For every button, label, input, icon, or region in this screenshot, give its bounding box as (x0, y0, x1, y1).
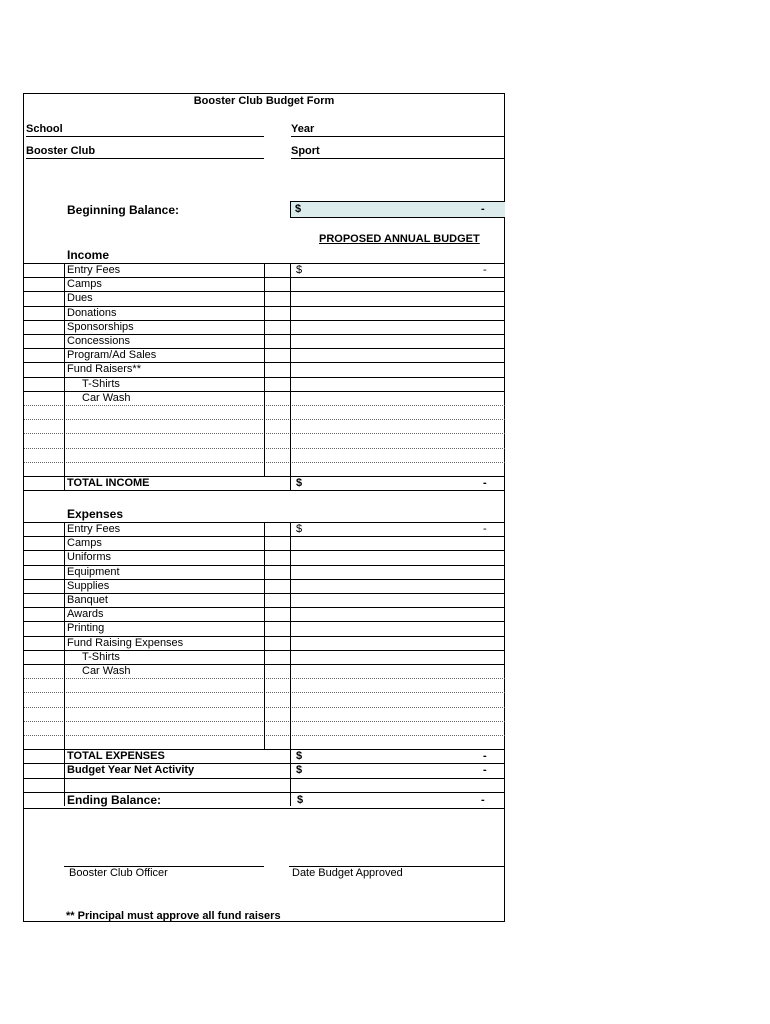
expense-amount-cell[interactable] (291, 721, 505, 735)
expense-amount-cell[interactable] (291, 707, 505, 721)
income-total-value: - (483, 477, 487, 489)
income-col-rule (64, 263, 65, 490)
expense-amount-cell[interactable] (291, 522, 505, 536)
income-item-label: Dues (67, 292, 93, 305)
income-heading: Income (67, 248, 110, 262)
income-total-label: TOTAL INCOME (67, 477, 150, 489)
expense-col-rule (290, 522, 291, 778)
income-first-value: - (483, 264, 487, 276)
year-field[interactable] (291, 136, 505, 137)
expense-first-value: - (483, 523, 487, 535)
income-amount-cell[interactable] (291, 462, 505, 476)
ending-balance-label: Ending Balance: (67, 792, 162, 807)
income-total-rule (24, 490, 505, 491)
beginning-balance-value: - (481, 203, 485, 215)
expense-amount-cell[interactable] (291, 579, 505, 593)
expense-item-label: Car Wash (82, 665, 131, 677)
income-amount-cell[interactable] (291, 419, 505, 433)
expenses-heading: Expenses (67, 507, 124, 521)
expense-item-label: Fund Raising Expenses (67, 636, 184, 649)
income-item-label: Program/Ad Sales (67, 349, 157, 362)
expense-first-currency: $ (296, 523, 303, 535)
footnote: ** Principal must approve all fund raisers (66, 910, 281, 922)
booster-club-field[interactable] (26, 158, 264, 159)
expense-total-currency: $ (296, 750, 303, 763)
income-amount-cell[interactable] (291, 448, 505, 462)
ending-bottom-rule (24, 808, 505, 809)
expense-item-label: Camps (67, 537, 102, 550)
beginning-balance-label: Beginning Balance: (67, 203, 180, 217)
income-item-label: Car Wash (82, 391, 131, 404)
expense-amount-cell[interactable] (291, 650, 505, 664)
beginning-balance-box[interactable] (290, 201, 505, 218)
expense-total-label: TOTAL EXPENSES (67, 750, 165, 763)
income-item-label: Concessions (67, 335, 130, 347)
expense-item-label: Equipment (67, 565, 120, 578)
expense-amount-cell[interactable] (291, 565, 505, 579)
expense-item-label: Entry Fees (67, 523, 121, 535)
expense-amount-cell[interactable] (291, 692, 505, 706)
expense-amount-cell[interactable] (291, 636, 505, 650)
income-amount-cell[interactable] (291, 277, 505, 291)
expense-amount-cell[interactable] (291, 735, 505, 749)
income-item-label: Entry Fees (67, 264, 121, 276)
sport-field[interactable] (291, 158, 505, 159)
expense-total-value: - (483, 764, 487, 777)
expense-col-rule (64, 522, 65, 778)
income-item-label: T-Shirts (82, 377, 120, 390)
expense-total-rule (24, 778, 505, 779)
expense-item-label: T-Shirts (82, 650, 120, 663)
expense-amount-cell[interactable] (291, 593, 505, 607)
expense-col-rule (264, 522, 265, 749)
expense-total-currency: $ (296, 764, 303, 777)
expense-item-label: Banquet (67, 594, 108, 606)
expense-amount-cell[interactable] (291, 678, 505, 692)
expense-amount-cell[interactable] (291, 607, 505, 621)
expense-item-label: Printing (67, 622, 105, 635)
proposed-budget-label: PROPOSED ANNUAL BUDGET (319, 233, 480, 245)
budget-form (23, 93, 505, 922)
year-label: Year (291, 123, 315, 135)
income-amount-cell[interactable] (291, 362, 505, 376)
income-amount-cell[interactable] (291, 263, 505, 277)
expense-amount-cell[interactable] (291, 550, 505, 564)
income-amount-cell[interactable] (291, 334, 505, 348)
income-amount-cell[interactable] (291, 348, 505, 362)
income-item-label: Fund Raisers** (67, 363, 141, 376)
expense-item-label: Supplies (67, 579, 110, 592)
income-amount-cell[interactable] (291, 377, 505, 391)
income-amount-cell[interactable] (291, 320, 505, 334)
income-item-label: Donations (67, 306, 117, 319)
beginning-balance-currency: $ (295, 203, 302, 215)
income-first-currency: $ (296, 264, 303, 276)
expense-item-label: Awards (67, 608, 104, 621)
income-item-label: Sponsorships (67, 320, 134, 333)
expense-amount-cell[interactable] (291, 664, 505, 678)
officer-label: Booster Club Officer (69, 867, 168, 879)
income-col-rule (264, 263, 265, 476)
income-amount-cell[interactable] (291, 391, 505, 405)
expense-total-label: Budget Year Net Activity (67, 764, 195, 777)
date-approved-label: Date Budget Approved (292, 867, 403, 879)
income-item-label: Camps (67, 278, 102, 291)
income-amount-cell[interactable] (291, 433, 505, 447)
ending-balance-value: - (481, 793, 485, 806)
income-col-rule (290, 263, 291, 490)
school-label: School (26, 123, 63, 135)
expense-amount-cell[interactable] (291, 536, 505, 550)
income-total-currency: $ (296, 477, 303, 489)
expense-amount-cell[interactable] (291, 621, 505, 635)
income-amount-cell[interactable] (291, 291, 505, 305)
form-title: Booster Club Budget Form (193, 95, 335, 107)
expense-item-label: Uniforms (67, 551, 112, 564)
income-amount-cell[interactable] (291, 405, 505, 419)
booster-club-label: Booster Club (26, 145, 96, 157)
expense-total-value: - (483, 750, 487, 763)
income-amount-cell[interactable] (291, 306, 505, 320)
school-field[interactable] (26, 136, 264, 137)
ending-balance-currency: $ (297, 793, 304, 806)
sport-label: Sport (291, 145, 320, 157)
